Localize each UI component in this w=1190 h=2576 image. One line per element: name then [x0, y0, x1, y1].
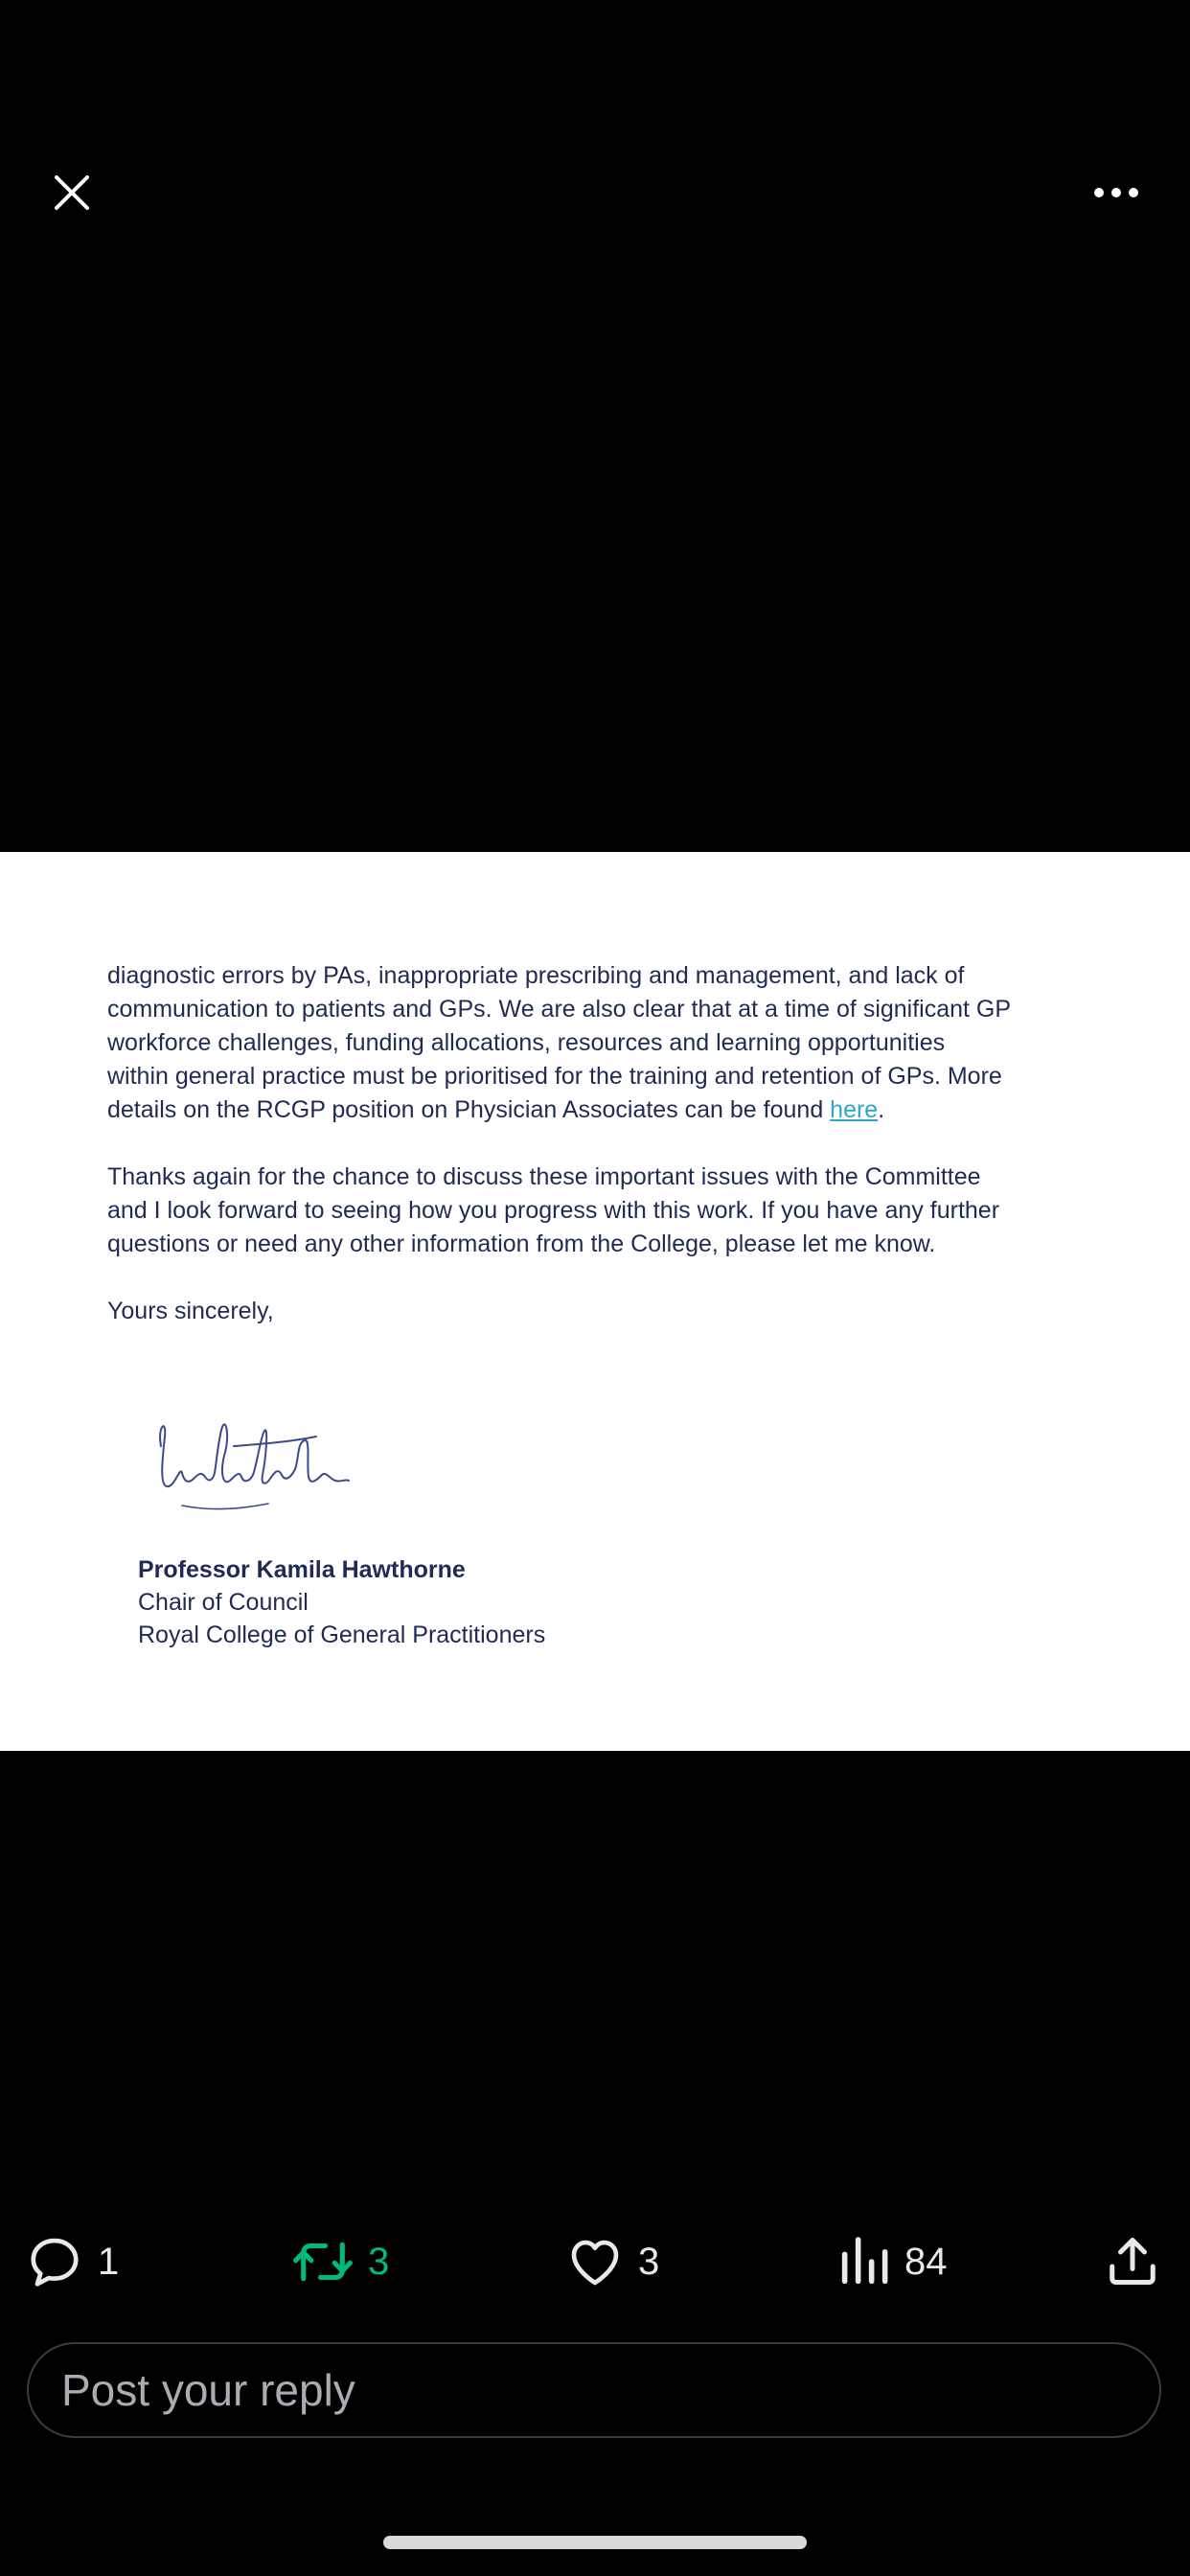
letter-line-text: details on the RCGP position on Physician Associates can be found — [107, 1096, 831, 1123]
like-button[interactable] — [565, 2223, 659, 2300]
share-button[interactable] — [1104, 2223, 1161, 2300]
letter-line: questions or need any other information from the College, please let me know. — [107, 1230, 936, 1257]
letter-closing — [107, 1295, 1104, 1328]
close-icon — [51, 172, 93, 214]
home-indicator[interactable] — [383, 2536, 807, 2549]
views-icon — [837, 2232, 891, 2291]
letter-line: diagnostic errors by PAs, inappropriate prescribing and management, and lack of — [107, 962, 965, 989]
letter-line: communication to patients and GPs. We are also clear that at a time of significant GP — [107, 996, 1012, 1023]
letter-line: and I look forward to seeing how you progress with this work. If you have any further — [107, 1197, 1000, 1224]
letter-line: workforce challenges, funding allocations, resources and learning opportunities — [107, 1029, 946, 1056]
action-bar — [0, 2223, 1190, 2300]
share-icon — [1104, 2232, 1161, 2291]
letter-line-end: . — [878, 1096, 885, 1123]
reply-placeholder: Post your reply — [61, 2365, 355, 2415]
signer-name: Professor Kamila Hawthorne — [138, 1556, 466, 1583]
media-image[interactable] — [0, 852, 1190, 1751]
retweet-count: 3 — [368, 2240, 390, 2283]
views-button[interactable] — [837, 2223, 948, 2300]
letter-paragraph-1 — [107, 959, 1104, 1127]
signer-role: Chair of Council — [138, 1589, 309, 1616]
letter-line: Thanks again for the chance to discuss these important issues with the Committee — [107, 1163, 981, 1190]
letter-line — [107, 1093, 1104, 1127]
signature-image — [153, 1398, 355, 1523]
close-button[interactable] — [38, 159, 105, 226]
letter-paragraph-2 — [107, 1161, 1104, 1261]
more-options-button[interactable] — [1083, 159, 1150, 226]
signer-block — [138, 1553, 545, 1651]
reply-input[interactable] — [27, 2342, 1161, 2438]
letter-line: within general practice must be prioritised for the training and retention of GPs. More — [107, 1063, 1002, 1090]
views-count: 84 — [904, 2240, 948, 2283]
retweet-button[interactable] — [291, 2223, 389, 2300]
closing-text: Yours sincerely, — [107, 1298, 274, 1324]
reply-count: 1 — [98, 2240, 120, 2283]
more-horizontal-icon — [1092, 186, 1140, 199]
letter-body — [107, 959, 1104, 1328]
reply-button[interactable] — [25, 2223, 119, 2300]
here-link[interactable]: here — [830, 1096, 879, 1123]
signer-organization: Royal College of General Practitioners — [138, 1622, 546, 1648]
retweet-icon — [291, 2232, 355, 2291]
reply-icon — [25, 2232, 84, 2291]
heart-icon — [565, 2232, 625, 2291]
like-count: 3 — [638, 2240, 660, 2283]
